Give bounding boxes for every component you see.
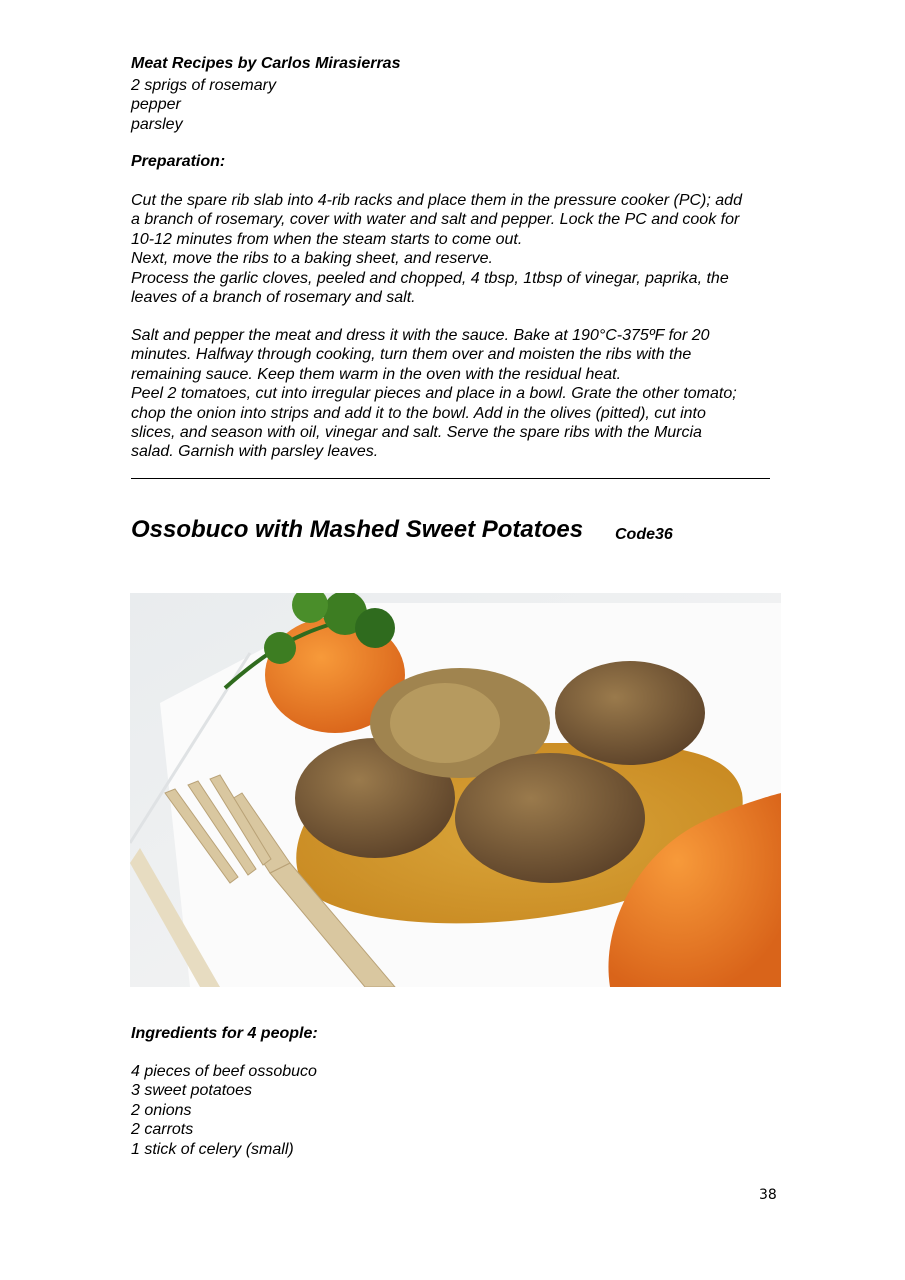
list-item: 1 stick of celery (small) (131, 1140, 294, 1158)
page-number: 38 (759, 1187, 777, 1203)
text-line: a branch of rosemary, cover with water and salt and pepper. Lock the PC and cook for (131, 211, 740, 229)
list-item: 3 sweet potatoes (131, 1082, 252, 1100)
text-line: remaining sauce. Keep them warm in the oven with the residual heat. (131, 365, 622, 383)
previous-ingredients-list (131, 76, 276, 134)
recipe-title: Ossobuco with Mashed Sweet Potatoes (131, 516, 584, 543)
text-line: chop the onion into strips and add it to the bowl. Add in the olives (pitted), cut into (131, 404, 706, 422)
preparation-paragraph-1 (131, 191, 781, 307)
text-line: slices, and season with oil, vinegar and salt. Serve the spare ribs with the Murcia (131, 424, 702, 442)
preparation-paragraph-2 (131, 326, 781, 462)
list-item: 2 onions (131, 1101, 192, 1119)
recipe-code: Code36 (615, 526, 673, 543)
text-line: Next, move the ribs to a baking sheet, and reserve. (131, 250, 493, 268)
section-divider (131, 478, 770, 479)
text-line: Process the garlic cloves, peeled and chopped, 4 tbsp, 1tbsp of vinegar, paprika, the (131, 269, 729, 287)
text-line: Cut the spare rib slab into 4-rib racks and place them in the pressure cooker (PC); add (131, 192, 742, 209)
text-line: Salt and pepper the meat and dress it with the sauce. Bake at 190°C-375ºF for 20 (131, 327, 710, 344)
text-line: minutes. Halfway through cooking, turn them over and moisten the ribs with the (131, 346, 692, 364)
list-item: 4 pieces of beef ossobuco (131, 1063, 317, 1080)
ingredients-list (131, 1062, 317, 1159)
ingredients-heading: Ingredients for 4 people: (131, 1025, 318, 1042)
running-title: Meat Recipes by Carlos Mirasierras (131, 55, 401, 72)
list-item: pepper (131, 96, 181, 114)
text-line: leaves of a branch of rosemary and salt. (131, 289, 416, 307)
ossobuco-photo (130, 593, 781, 987)
preparation-heading: Preparation: (131, 153, 226, 170)
text-line: salad. Garnish with parsley leaves. (131, 443, 379, 461)
text-line: Peel 2 tomatoes, cut into irregular pieces and place in a bowl. Grate the other tomato; (131, 385, 737, 403)
list-item: 2 carrots (131, 1121, 194, 1139)
list-item: parsley (131, 115, 183, 133)
text-line: 10-12 minutes from when the steam starts to come out. (131, 230, 523, 248)
list-item: 2 sprigs of rosemary (131, 77, 276, 94)
